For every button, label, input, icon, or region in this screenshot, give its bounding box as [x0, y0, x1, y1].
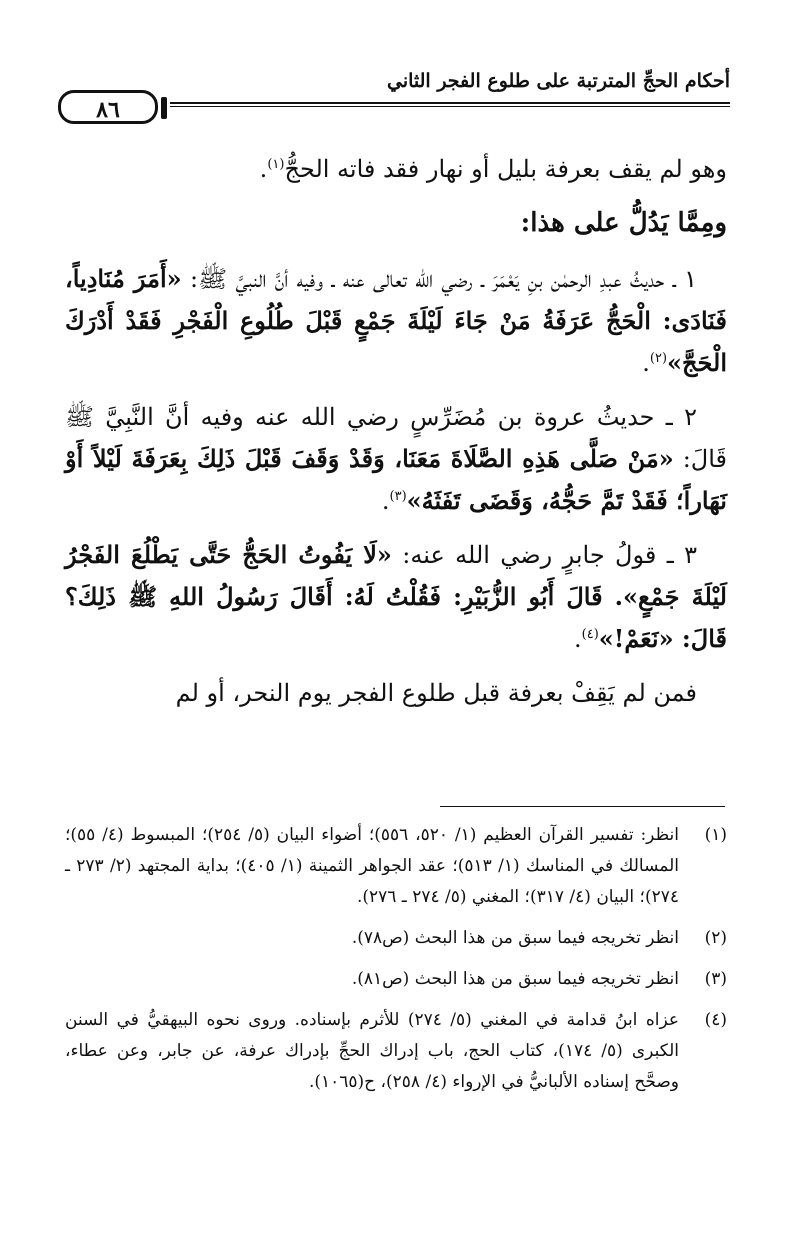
footnote-text: انظر: تفسير القرآن العظيم (١/ ٥٢٠، ٥٥٦)؛ أضواء البيان (٥/ ٢٥٤)؛ المبسوط (٤/ ٥٥)؛ المسالك في المناسك (١/ ٥١٣)؛ عقد الجواهر الثمينة (١/ ٤٠٥)؛ بداية المجتهد (٢/ ٢٧٣ ـ ٢٧٤)؛ البيان (٤/ ٣١٧)؛ المغني (٥/ ٢٧٤ ـ ٢٧٦). — [65, 825, 679, 907]
footnote-ref-1[interactable]: (١) — [267, 157, 285, 172]
footnote-divider — [440, 806, 725, 807]
footnote-text: انظر تخريجه فيما سبق من هذا البحث (ص٧٨). — [351, 928, 679, 948]
footnote — [65, 1005, 727, 1098]
evidence-item-1: ١ ـ حديثُ عبدِ الرحمٰن بنِ يَعْمَرَ ـ رضي الله تعالى عنه ـ وفيه أنَّ النبيَّ ﷺ: «أَمَرَ مُنَادِياً، فَنَادَى: الْحَجُّ عَرَفَةُ مَنْ جَاءَ لَيْلَةَ جَمْعٍ قَبْلَ طُلُوعِ الْفَجْرِ فَقَدْ أَدْرَكَ الْحَجَّ»$^{(٢)}$. — [65, 264, 727, 377]
evidence-item-3: ٣ ـ قولُ جابرٍ رضي الله عنه: «لَا يَفُوتُ الحَجُّ حَتَّى يَطْلُعَ الفَجْرُ لَيْلَةَ جَمْعٍ». قَالَ أَبُو الزُّبَيْرِ: فَقُلْتُ لَهُ: أَقَالَ رَسُولُ اللهِ ﷺ ذَلِكَ؟ قَالَ: «نَعَمْ!»$^{(٤)}$. — [65, 540, 727, 653]
footnote-ref-4[interactable]: (٤) — [581, 627, 599, 642]
footnote-number: (٣) — [704, 969, 727, 989]
hadith-quote-2: «مَنْ صَلَّى هَذِهِ الصَّلَاةَ مَعَنَا، وَقَدْ وَقَفَ قَبْلَ ذَلِكَ بِعَرَفَةَ لَيْلاً أَوْ نَهَاراً؛ فَقَدْ تَمَّ حَجُّهُ، وَقَضَى تَفَثَهُ» — [65, 444, 727, 515]
closing-paragraph: فمن لم يَقِفْ بعرفة قبل طلوع الفجر يوم النحر، أو لم — [175, 679, 697, 707]
footnote-text: عزاه ابنُ قدامة في المغني (٥/ ٢٧٤) للأثرم بإسناده. وروى نحوه البيهقيُّ في السنن الكبرى (٥/ ١٧٤)، كتاب الحج، باب إدراك الحجِّ بإدراك عرفة، عن جابر، وعن عطاء، وصحَّح إسناده الألبانيُّ في الإرواء (٤/ ٢٥٨)، ح(١٠٦٥). — [65, 1010, 679, 1092]
footnote-number: (٢) — [704, 928, 727, 948]
page-header — [58, 70, 730, 130]
footnote-ref-2[interactable]: (٢) — [649, 351, 668, 366]
section-heading: ومِمَّا يَدُلُّ على هذا: — [520, 208, 727, 238]
evidence-item-2: ٢ ـ حديثُ عروة بن مُضَرِّسٍ رضي الله عنه وفيه أنَّ النَّبِيَّ ﷺ قَالَ: «مَنْ صَلَّى هَذِهِ الصَّلَاةَ مَعَنَا، وَقَدْ وَقَفَ قَبْلَ ذَلِكَ بِعَرَفَةَ لَيْلاً أَوْ نَهَاراً؛ فَقَدْ تَمَّ حَجُّهُ، وَقَضَى تَفَثَهُ»$^{(٣)}$. — [65, 403, 727, 515]
footnote-number: (٤) — [704, 1010, 727, 1030]
footnotes — [65, 820, 727, 1108]
hadith-quote-3: «لَا يَفُوتُ الحَجُّ حَتَّى يَطْلُعَ الفَجْرُ لَيْلَةَ جَمْعٍ». قَالَ أَبُو الزُّبَيْرِ: فَقُلْتُ لَهُ: أَقَالَ رَسُولُ اللهِ ﷺ ذَلِكَ؟ قَالَ: «نَعَمْ!» — [65, 540, 727, 653]
hadith-quote-1: «أَمَرَ مُنَادِياً، فَنَادَى: الْحَجُّ عَرَفَةُ مَنْ جَاءَ لَيْلَةَ جَمْعٍ قَبْلَ طُلُوعِ الْفَجْرِ فَقَدْ أَدْرَكَ الْحَجَّ» — [65, 264, 727, 377]
main-text — [65, 148, 727, 726]
header-rule — [170, 102, 730, 104]
footnote — [65, 820, 727, 913]
page-number: ٨٦ — [58, 90, 158, 124]
footnote — [65, 964, 727, 995]
footnote-text: انظر تخريجه فيما سبق من هذا البحث (ص٨١). — [351, 969, 679, 989]
footnote-number: (١) — [704, 825, 727, 845]
running-title: أحكام الحجِّ المترتبة على طلوع الفجر الثاني — [386, 70, 730, 92]
footnote — [65, 923, 727, 954]
header-rule-thin — [170, 106, 730, 107]
footnote-ref-3[interactable]: (٣) — [389, 489, 407, 504]
paragraph-1: وهو لم يقف بعرفة بليل أو نهار فقد فاته الحجُّ$^{(١)}$. — [259, 155, 727, 183]
